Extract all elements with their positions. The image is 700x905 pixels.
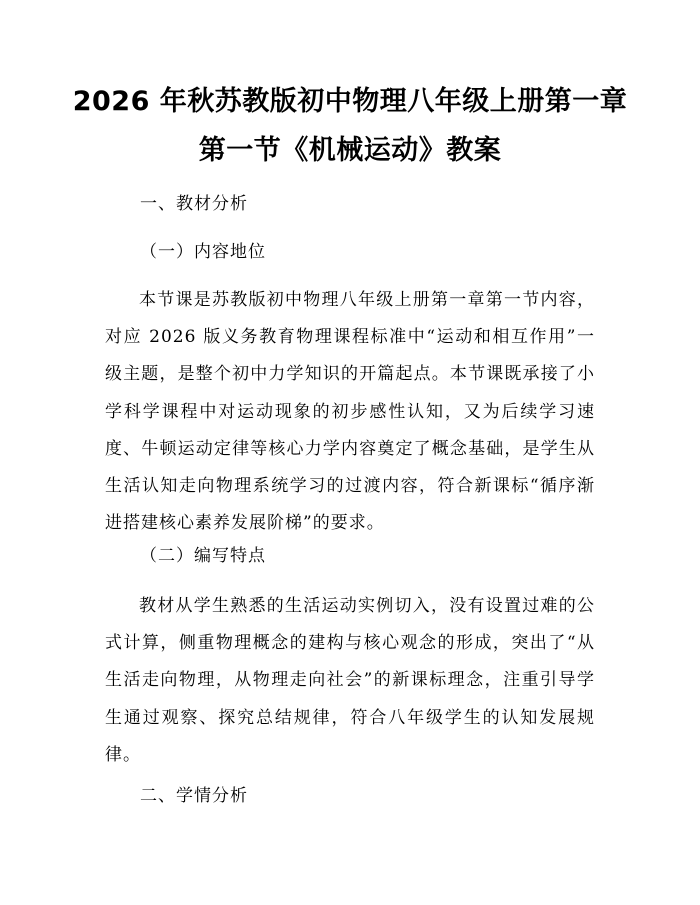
paragraph-writing-features: 教材从学生熟悉的生活运动实例切入，没有设置过难的公式计算，侧重物理概念的建构与核心观念的形成，突出了“从生活走向物理，从物理走向社会”的新课标理念，注重引导学生通过观察、探究总结规律，符合八年级学生的认知发展规律。 xyxy=(105,596,595,765)
subsection-heading-content-position: （一）内容地位 xyxy=(140,242,266,262)
paragraph-content-position: 本节课是苏教版初中物理八年级上册第一章第一节内容，对应 2026 版义务教育物理课程标准中“运动和相互作用”一级主题，是整个初中力学知识的开篇起点。本节课既承接了小学科学课程中对运动现象的初步感性认知，又为后续学习速度、牛顿运动定律等核心力学内容奠定了概念基础，是学生从生活认知走向物理系统学习的过渡内容，符合新课标“循序渐进搭建核心素养发展阶梯”的要求。 xyxy=(105,290,595,534)
document-title-line-1: 2026 年秋苏教版初中物理八年级上册第一章 xyxy=(72,86,628,117)
document-title-line-2: 第一节《机械运动》教案 xyxy=(198,135,502,166)
section-heading-textbook-analysis: 一、教材分析 xyxy=(140,194,248,214)
subsection-heading-writing-features: （二）编写特点 xyxy=(140,546,266,566)
section-heading-learner-analysis: 二、学情分析 xyxy=(140,786,248,806)
